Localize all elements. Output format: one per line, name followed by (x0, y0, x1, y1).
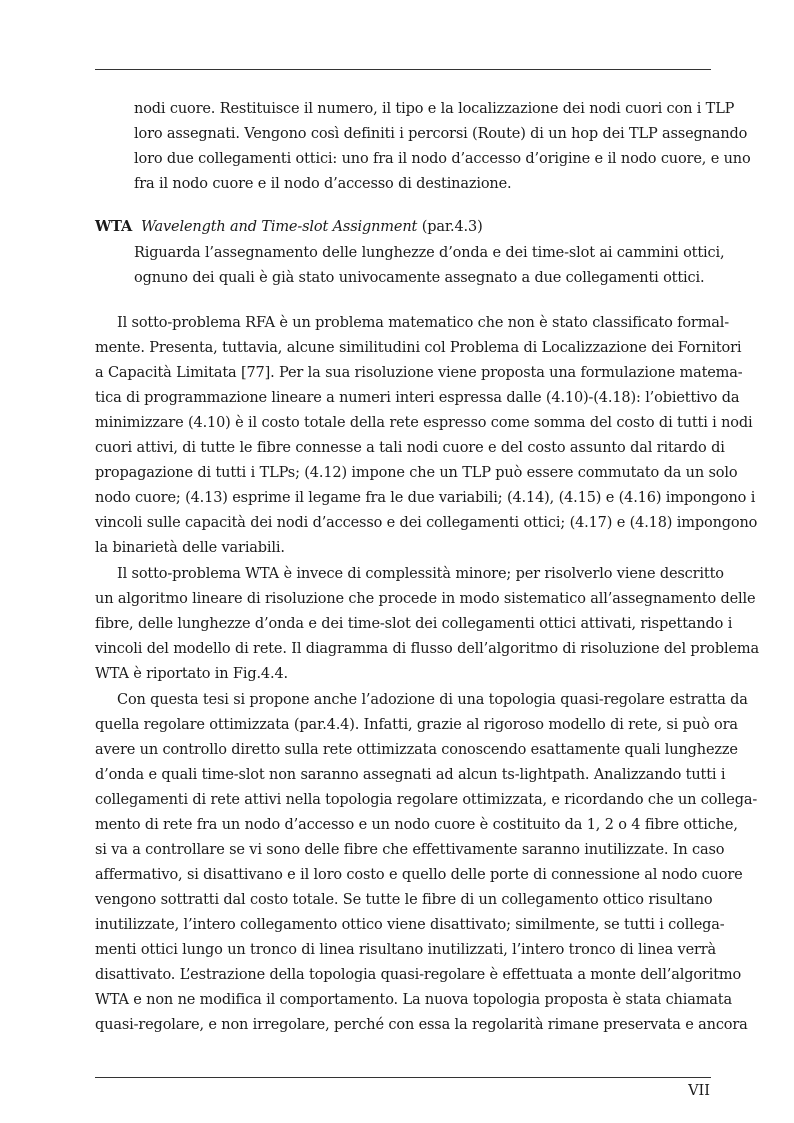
paragraph3-line: collegamenti di rete attivi nella topologia regolare ottimizzata, e ricordando che un collega- (95, 792, 758, 808)
wta-heading (95, 218, 483, 236)
list-continuation-line: loro due collegamenti ottici: uno fra il nodo d’accesso d’origine e il nodo cuore, e uno (134, 151, 751, 167)
paragraph3-line: vengono sottratti dal costo totale. Se tutte le fibre di un collegamento ottico risultano (95, 892, 713, 908)
list-continuation-line: fra il nodo cuore e il nodo d’accesso di destinazione. (134, 176, 512, 192)
paragraph3-line: d’onda e quali time-slot non saranno assegnati ad alcun ts-lightpath. Analizzando tutti i (95, 767, 726, 783)
list-continuation-line: nodi cuore. Restituisce il numero, il tipo e la localizzazione dei nodi cuori con i TLP (134, 101, 735, 117)
paragraph2-line: WTA è riportato in Fig.4.4. (95, 666, 288, 682)
paragraph1-line: mente. Presenta, tuttavia, alcune similitudini col Problema di Localizzazione dei Fornitori (95, 340, 742, 356)
wta-acronym: WTA (95, 218, 133, 235)
paragraph2-line: vincoli del modello di rete. Il diagramma di flusso dell’algoritmo di risoluzione del problema (95, 641, 760, 657)
paragraph3-line: menti ottici lungo un tronco di linea risultano inutilizzati, l’intero tronco di linea verrà (95, 942, 717, 958)
paragraph1-line: la binarietà delle variabili. (95, 540, 285, 556)
header-rule (95, 69, 711, 70)
paragraph3-line: quasi-regolare, e non irregolare, perché con essa la regolarità rimane preservata e ancora (95, 1017, 748, 1033)
paragraph1-line: Il sotto-problema RFA è un problema matematico che non è stato classificato formal- (117, 315, 730, 331)
wta-ref: (par.4.3) (421, 219, 483, 235)
page-number: VII (688, 1083, 710, 1099)
wta-description-line: Riguarda l’assegnamento delle lunghezze d’onda e dei time-slot ai cammini ottici, (134, 245, 725, 261)
paragraph3-line: disattivato. L’estrazione della topologia quasi-regolare è effettuata a monte dell’algoritmo (95, 967, 742, 983)
footer-rule (95, 1077, 711, 1078)
paragraph2-line: un algoritmo lineare di risoluzione che procede in modo sistematico all’assegnamento delle (95, 591, 756, 607)
wta-title: Wavelength and Time-slot Assignment (141, 219, 418, 235)
paragraph1-line: cuori attivi, di tutte le fibre connesse a tali nodi cuore e del costo assunto dal ritardo di (95, 440, 725, 456)
paragraph1-line: tica di programmazione lineare a numeri interi espressa dalle (4.10)-(4.18): l’obiettivo da (95, 390, 740, 406)
paragraph3-line: Con questa tesi si propone anche l’adozione di una topologia quasi-regolare estratta da (117, 692, 748, 708)
paragraph1-line: vincoli sulle capacità dei nodi d’accesso e dei collegamenti ottici; (4.17) e (4.18) impongono (95, 515, 758, 531)
paragraph3-line: inutilizzate, l’intero collegamento ottico viene disattivato; similmente, se tutti i collega- (95, 917, 725, 933)
paragraph1-line: a Capacità Limitata [77]. Per la sua risoluzione viene proposta una formulazione matema- (95, 365, 743, 381)
paragraph2-line: fibre, delle lunghezze d’onda e dei time-slot dei collegamenti ottici attivati, rispettando i (95, 616, 733, 632)
paragraph1-line: propagazione di tutti i TLPs; (4.12) impone che un TLP può essere commutato da un solo (95, 465, 738, 481)
paragraph1-line: minimizzare (4.10) è il costo totale della rete espresso come somma del costo di tutti i nodi (95, 415, 753, 431)
paragraph3-line: avere un controllo diretto sulla rete ottimizzata conoscendo esattamente quali lunghezze (95, 742, 738, 758)
wta-description-line: ognuno dei quali è già stato univocamente assegnato a due collegamenti ottici. (134, 270, 705, 286)
paragraph3-line: si va a controllare se vi sono delle fibre che effettivamente saranno inutilizzate. In caso (95, 842, 725, 858)
list-continuation-line: loro assegnati. Vengono così definiti i percorsi (Route) di un hop dei TLP assegnando (134, 126, 748, 142)
paragraph3-line: quella regolare ottimizzata (par.4.4). Infatti, grazie al rigoroso modello di rete, si può ora (95, 717, 738, 733)
paragraph2-line: Il sotto-problema WTA è invece di complessità minore; per risolverlo viene descritto (117, 566, 724, 582)
paragraph3-line: mento di rete fra un nodo d’accesso e un nodo cuore è costituito da 1, 2 o 4 fibre ottiche, (95, 817, 738, 833)
paragraph3-line: WTA e non ne modifica il comportamento. La nuova topologia proposta è stata chiamata (95, 992, 732, 1008)
paragraph3-line: affermativo, si disattivano e il loro costo e quello delle porte di connessione al nodo cuore (95, 867, 743, 883)
paragraph1-line: nodo cuore; (4.13) esprime il legame fra le due variabili; (4.14), (4.15) e (4.16) impongono i (95, 490, 756, 506)
